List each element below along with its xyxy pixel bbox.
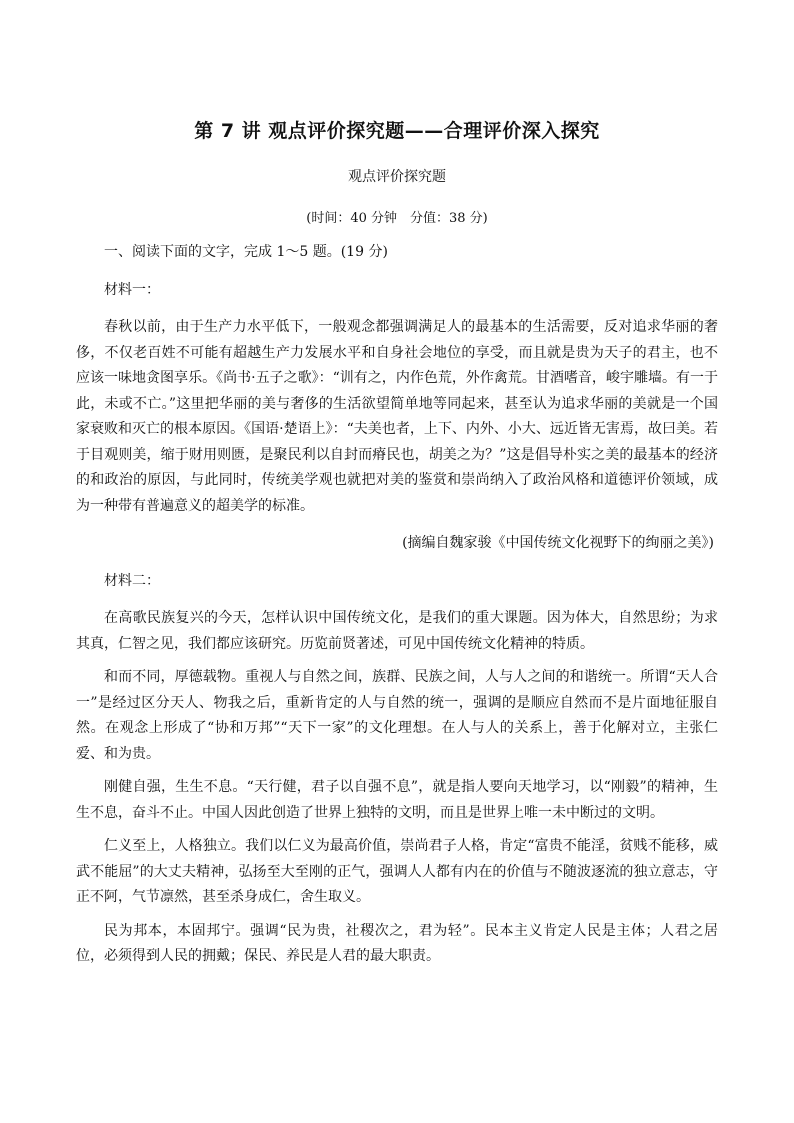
page-subtitle: 观点评价探究题 [348, 169, 446, 185]
material-one-paragraph: 春秋以前，由于生产力水平低下，一般观念都强调满足人的最基本的生活需要，反对追求华丽的奢侈，不仅老百姓不可能有超越生产力发展水平和自身社会地位的享受，而且就是贵为天子的君主，也不应该一味地贪图享乐。《尚书·五子之歌》：“训有之，内作色荒，外作禽荒。甘酒嗜音，峻宇雕墙。有一于此，未或不亡。”这里把华丽的美与奢侈的生活欲望简单地等同起来，甚至认为追求华丽的美就是一个国家衰败和灭亡的根本原因。《国语·楚语上》：“夫美也者，上下、内外、小大、远近皆无害焉，故曰美。若于目观则美，缩于财用则匮，是聚民利以自封而瘠民也，胡美之为？”这是倡导朴实之美的最基本的经济的和政治的原因，与此同时，传统美学观也就把对美的鉴赏和崇尚纳入了政治风格和道德评价领域，成为一种带有普遍意义的超美学的标准。 [76, 319, 718, 514]
material-one-label: 材料一： [104, 281, 160, 298]
document-body [76, 240, 718, 970]
material-two-paragraph-3: 刚健自强，生生不息。“天行健，君子以自强不息”，就是指人要向天地学习，以“刚毅”的精神，生生不息，奋斗不止。中国人因此创造了世界上独特的文明，而且是世界上唯一未中断过的文明。 [76, 779, 718, 821]
section-one-heading: 一、阅读下面的文字，完成 1～5 题。(19 分) [104, 244, 388, 260]
material-two-paragraph-2: 和而不同，厚德载物。重视人与自然之间，族群、民族之间，人与人之间的和谐统一。所谓“天人合一”是经过区分天人、物我之后，重新肯定的人与自然的统一，强调的是顺应自然而不是片面地征服自然。在观念上形成了“协和万邦”“天下一家”的文化理想。在人与人的关系上，善于化解对立，主张仁爱、和为贵。 [76, 669, 718, 762]
material-two-paragraph-5: 民为邦本，本固邦宁。强调“民为贵，社稷次之，君为轻”。民本主义肯定人民是主体；人君之居位，必须得到人民的拥戴；保民、养民是人君的最大职责。 [76, 922, 718, 964]
page-title: 第 7 讲 观点评价探究题——合理评价深入探究 [194, 120, 600, 142]
material-one-source: (摘编自魏家骏《中国传统文化视野下的绚丽之美》) [402, 535, 714, 551]
time-score-info: (时间：40 分钟 分值：38 分) [306, 211, 488, 226]
material-two-paragraph-4: 仁义至上，人格独立。我们以仁义为最高价值，崇尚君子人格，肯定“富贵不能淫，贫贱不能移，威武不能屈”的大丈夫精神，弘扬至大至刚的正气，强调人人都有内在的价值与不随波逐流的独立意志，守正不阿，气节凛然，甚至杀身成仁，舍生取义。 [76, 838, 718, 905]
material-two-label: 材料二： [104, 572, 160, 589]
material-two-paragraph-1: 在高歌民族复兴的今天，怎样认识中国传统文化，是我们的重大课题。因为体大，自然思纷；为求其真，仁智之见，我们都应该研究。历览前贤著述，可见中国传统文化精神的特质。 [76, 610, 718, 652]
